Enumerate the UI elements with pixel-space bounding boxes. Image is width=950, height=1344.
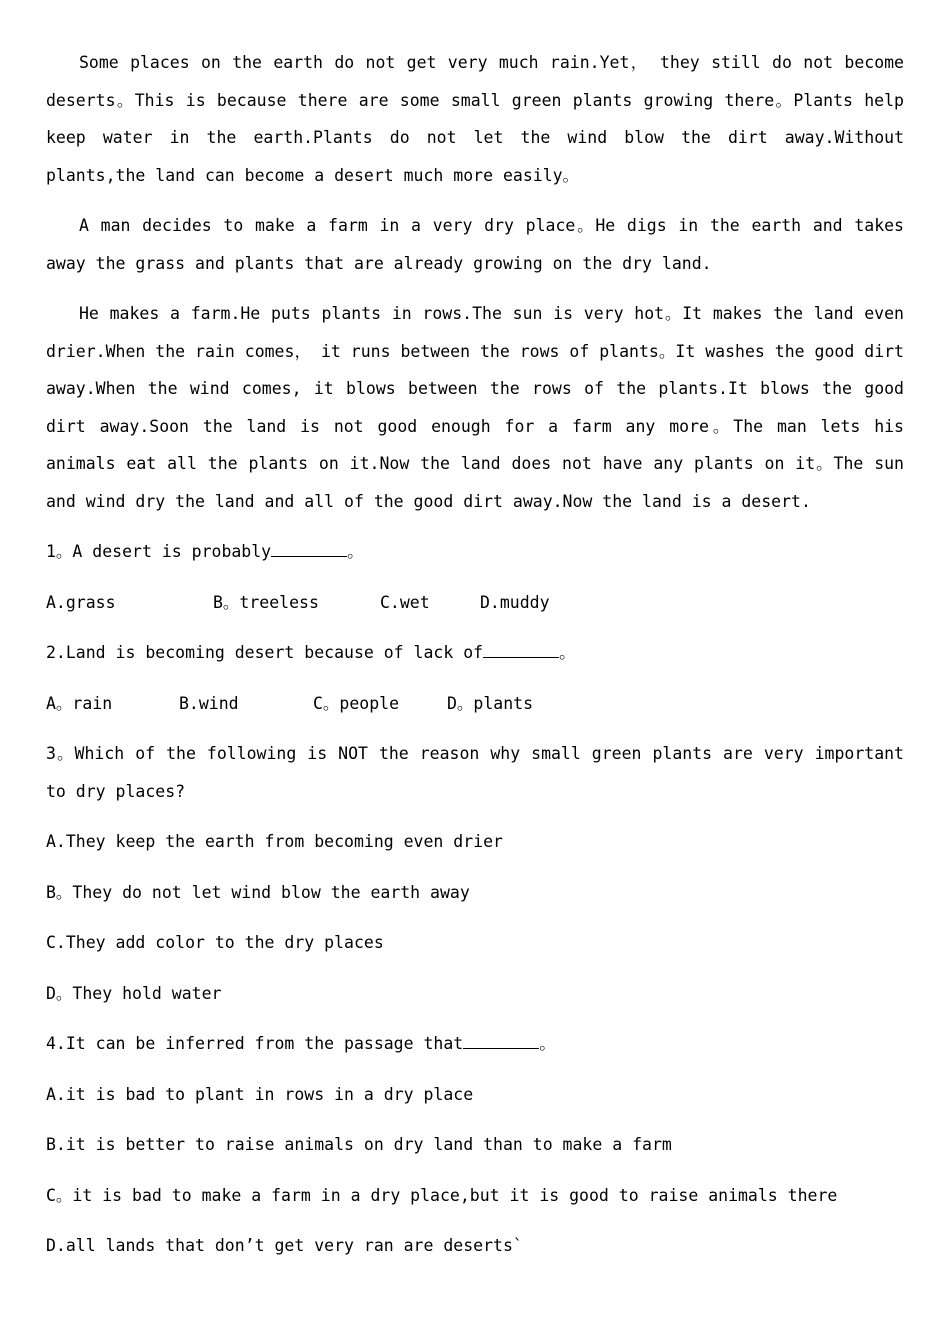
q3-option-b: B。They do not let wind blow the earth away xyxy=(46,882,470,902)
q2-option-c: C。people xyxy=(313,693,400,713)
passage-paragraph-3: He makes a farm.He puts plants in rows.The sun is very hot。It makes the land even drier.When the rain comes， it runs between the rows of plants。It washes the good dirt away.When the wind comes, it blows between the rows of the plants.It blows the good dirt away.Soon the land is not good enough for a farm any more。The man lets his animals eat all the plants on it.Now the land does not have any plants on it。The sun and wind dry the land and all of the good dirt away.Now the land is a desert. xyxy=(46,304,904,511)
q4-option-a: A.it is bad to plant in rows in a dry place xyxy=(46,1084,474,1104)
question-2-stem: 2.Land is becoming desert because of lack of xyxy=(46,643,484,662)
q4-option-b: B.it is better to raise animals on dry land than to make a farm xyxy=(46,1135,672,1154)
document-page xyxy=(46,44,904,1278)
passage-paragraph-1: Some places on the earth do not get very much rain.Yet， they still do not become deserts。This is because there are some small green plants growing there。Plants help keep water in the earth.Plants do not let the wind blow the dirt away.Without plants,the land can become a desert much more easily。 xyxy=(46,53,904,185)
question-2 xyxy=(46,634,904,685)
question-4 xyxy=(46,1025,904,1076)
question-2-options xyxy=(46,685,904,736)
passage-paragraph-2: A man decides to make a farm in a very dry place。He digs in the earth and takes away the grass and plants that are already growing on the dry land. xyxy=(46,216,904,273)
question-1-options xyxy=(46,584,904,635)
q3-option-a: A.They keep the earth from becoming even drier xyxy=(46,832,503,851)
question-2-end: 。 xyxy=(559,643,576,662)
question-4-end: 。 xyxy=(539,1034,556,1053)
q1-option-c: C.wet xyxy=(380,592,430,612)
q1-option-d: D.muddy xyxy=(480,592,550,612)
q2-option-d: D。plants xyxy=(447,693,534,713)
question-1-end: 。 xyxy=(347,542,364,561)
question-1-stem: 1。A desert is probably xyxy=(46,542,272,561)
q3-option-c: C.They add color to the dry places xyxy=(46,933,384,952)
q2-option-a: A。rain xyxy=(46,693,113,713)
q2-option-b: B.wind xyxy=(179,693,239,713)
answer-blank-4 xyxy=(463,1034,539,1049)
answer-blank-1 xyxy=(271,542,347,557)
q4-option-c: C。it is bad to make a farm in a dry place,but it is good to raise animals there xyxy=(46,1185,838,1205)
question-1 xyxy=(46,533,904,584)
q4-option-d: D.all lands that don’t get very ran are deserts` xyxy=(46,1236,523,1255)
q1-option-a: A.grass xyxy=(46,592,116,612)
q1-option-b: B。treeless xyxy=(213,592,319,612)
question-3: 3。Which of the following is NOT the reason why small green plants are very important to dry places? xyxy=(46,744,904,801)
answer-blank-2 xyxy=(483,643,559,658)
q3-option-d: D。They hold water xyxy=(46,983,222,1003)
question-4-stem: 4.It can be inferred from the passage that xyxy=(46,1034,464,1053)
